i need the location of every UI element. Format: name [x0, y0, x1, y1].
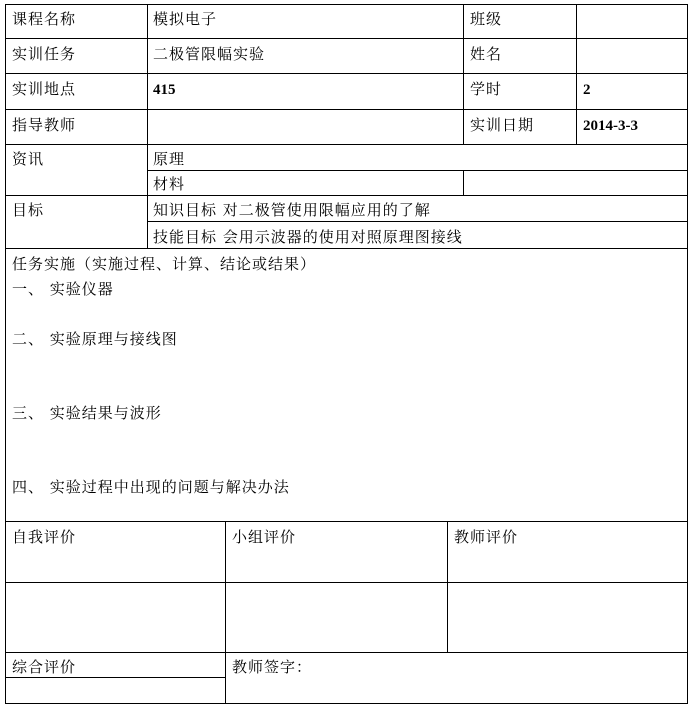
border-line — [447, 521, 448, 653]
border-line — [687, 4, 688, 704]
location-label: 实训地点 — [12, 80, 77, 98]
border-line — [225, 521, 226, 704]
goal-skill: 技能目标 会用示波器的使用对照原理图接线 — [153, 228, 463, 246]
goal-knowledge: 知识目标 对二极管使用限幅应用的了解 — [153, 201, 431, 219]
name-label: 姓名 — [470, 45, 503, 63]
section-results-waveform: 三、 实验结果与波形 — [12, 404, 162, 422]
task-value: 二极管限幅实验 — [153, 45, 266, 63]
hours-label: 学时 — [470, 80, 503, 98]
border-line — [5, 38, 688, 39]
border-line — [5, 521, 688, 522]
self-evaluation-label: 自我评价 — [12, 528, 77, 546]
implementation-title: 任务实施（实施过程、计算、结论或结果） — [12, 255, 317, 273]
instructor-label: 指导教师 — [12, 116, 77, 134]
date-value: 2014-3-3 — [583, 118, 638, 134]
section-principle-wiring: 二、 实验原理与接线图 — [12, 330, 178, 348]
border-line — [5, 144, 688, 145]
location-value: 415 — [153, 82, 176, 98]
group-evaluation-label: 小组评价 — [232, 528, 297, 546]
info-material: 材料 — [153, 175, 186, 193]
teacher-evaluation-label: 教师评价 — [454, 528, 519, 546]
border-line — [5, 652, 688, 653]
border-line — [5, 248, 688, 249]
border-line — [5, 582, 688, 583]
overall-evaluation-label: 综合评价 — [12, 658, 77, 676]
border-line — [147, 221, 688, 222]
section-instruments: 一、 实验仪器 — [12, 280, 114, 298]
border-line — [463, 170, 464, 195]
section-problems-solutions: 四、 实验过程中出现的问题与解决办法 — [12, 478, 290, 496]
task-label: 实训任务 — [12, 45, 77, 63]
goal-label: 目标 — [12, 201, 45, 219]
class-label: 班级 — [470, 10, 503, 28]
hours-value: 2 — [583, 82, 591, 98]
border-line — [463, 4, 464, 145]
border-line — [147, 170, 688, 171]
border-line — [5, 703, 688, 704]
info-principle: 原理 — [153, 150, 186, 168]
info-label: 资讯 — [12, 150, 45, 168]
border-line — [576, 4, 577, 145]
border-line — [5, 109, 688, 110]
course-name-value: 模拟电子 — [153, 10, 218, 28]
date-label: 实训日期 — [470, 116, 535, 134]
border-line — [5, 73, 688, 74]
border-line — [5, 4, 688, 5]
course-name-label: 课程名称 — [12, 10, 77, 28]
border-line — [5, 4, 6, 704]
border-line — [5, 677, 225, 678]
border-line — [147, 4, 148, 248]
border-line — [5, 195, 688, 196]
teacher-signature-label: 教师签字： — [232, 658, 313, 676]
